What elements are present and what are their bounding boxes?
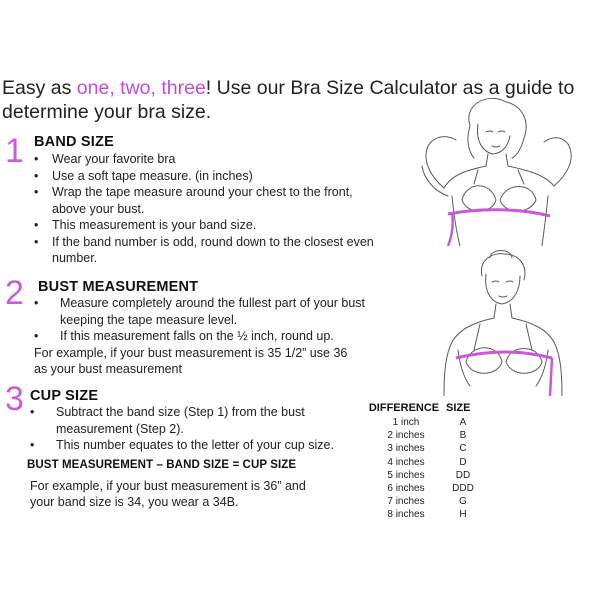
table-cell-difference: 3 inches (387, 443, 425, 455)
table-cell-difference: 7 inches (387, 496, 425, 508)
step-3-number: 3 (5, 380, 24, 418)
table-header-size: SIZE (446, 402, 471, 414)
tape-measure (448, 210, 550, 216)
table-row (362, 416, 480, 429)
step-3-example: For example, if your bust measurement is 36” and your band size is 34, you wear a 34B. (30, 479, 306, 509)
table-row (362, 429, 480, 442)
step-2-bullets (30, 295, 390, 345)
step-1-bullet: • Use a soft tape measure. (in inches) (32, 168, 382, 185)
table-cell-size: D (459, 456, 467, 468)
table-cell-size: H (459, 509, 467, 521)
intro-highlight: one, two, three (76, 77, 206, 99)
step-2-title: BUST MEASUREMENT (38, 279, 199, 295)
step-3-title: CUP SIZE (30, 388, 99, 404)
table-row (362, 482, 480, 495)
intro-after: ! Use our Bra Size Calculator as a guide to determine your bra size. (2, 77, 575, 123)
bust-measure-illustration (420, 246, 590, 396)
table-header-difference: DIFFERENCE (368, 402, 440, 414)
table-header-row (362, 402, 480, 416)
bust-measure-sketch (420, 246, 590, 396)
table-cell-size: G (459, 496, 467, 508)
table-cell-difference: 6 inches (387, 483, 425, 495)
step-3-bullet: • This number equates to the letter of your cup size. (26, 437, 356, 454)
table-cell-difference: 5 inches (387, 469, 425, 481)
step-1-bullets (32, 151, 382, 267)
step-3-bullet: • Subtract the band size (Step 1) from the bust measurement (Step 2). (26, 404, 306, 437)
table-row (362, 442, 480, 455)
step-1-bullet: • Wear your favorite bra (32, 151, 382, 168)
step-1-title: BAND SIZE (34, 134, 114, 150)
table-cell-size: DDD (452, 483, 474, 495)
table-cell-difference: 1 inch (392, 417, 420, 429)
intro-before: Easy as (2, 77, 77, 99)
step-1-bullet: • This measurement is your band size. (32, 217, 382, 234)
table-row (362, 456, 480, 469)
tape-measure (456, 352, 552, 358)
step-1-bullet: • Wrap the tape measure around your chest to the front, above your bust. (32, 184, 382, 217)
table-cell-difference: 4 inches (387, 456, 425, 468)
table-cell-difference: 8 inches (387, 509, 425, 521)
table-row (362, 469, 480, 482)
table-row (362, 495, 480, 508)
step-1-number: 1 (5, 132, 24, 170)
band-measure-illustration (408, 96, 588, 246)
table-cell-size: A (459, 417, 467, 429)
step-1-bullet: • If the band number is odd, round down to the closest even number. (32, 234, 382, 267)
table-row (362, 508, 480, 521)
band-measure-sketch (408, 96, 588, 246)
step-2-bullet: • If this measurement falls on the ½ inch, round up. (30, 328, 390, 345)
cup-size-formula: BUST MEASUREMENT – BAND SIZE = CUP SIZE (27, 459, 297, 471)
table-cell-difference: 2 inches (387, 430, 425, 442)
step-3-bullets (26, 404, 356, 454)
difference-size-table (362, 402, 480, 522)
table-cell-size: DD (455, 469, 471, 481)
table-cell-size: B (459, 430, 467, 442)
step-2-example: For example, if your bust measurement is 35 1/2” use 36 as your bust measurement (34, 346, 348, 376)
table-cell-size: C (459, 443, 467, 455)
step-2-bullet: • Measure completely around the fullest part of your bust keeping the tape measure level. (30, 295, 390, 328)
step-2-number: 2 (5, 274, 24, 312)
